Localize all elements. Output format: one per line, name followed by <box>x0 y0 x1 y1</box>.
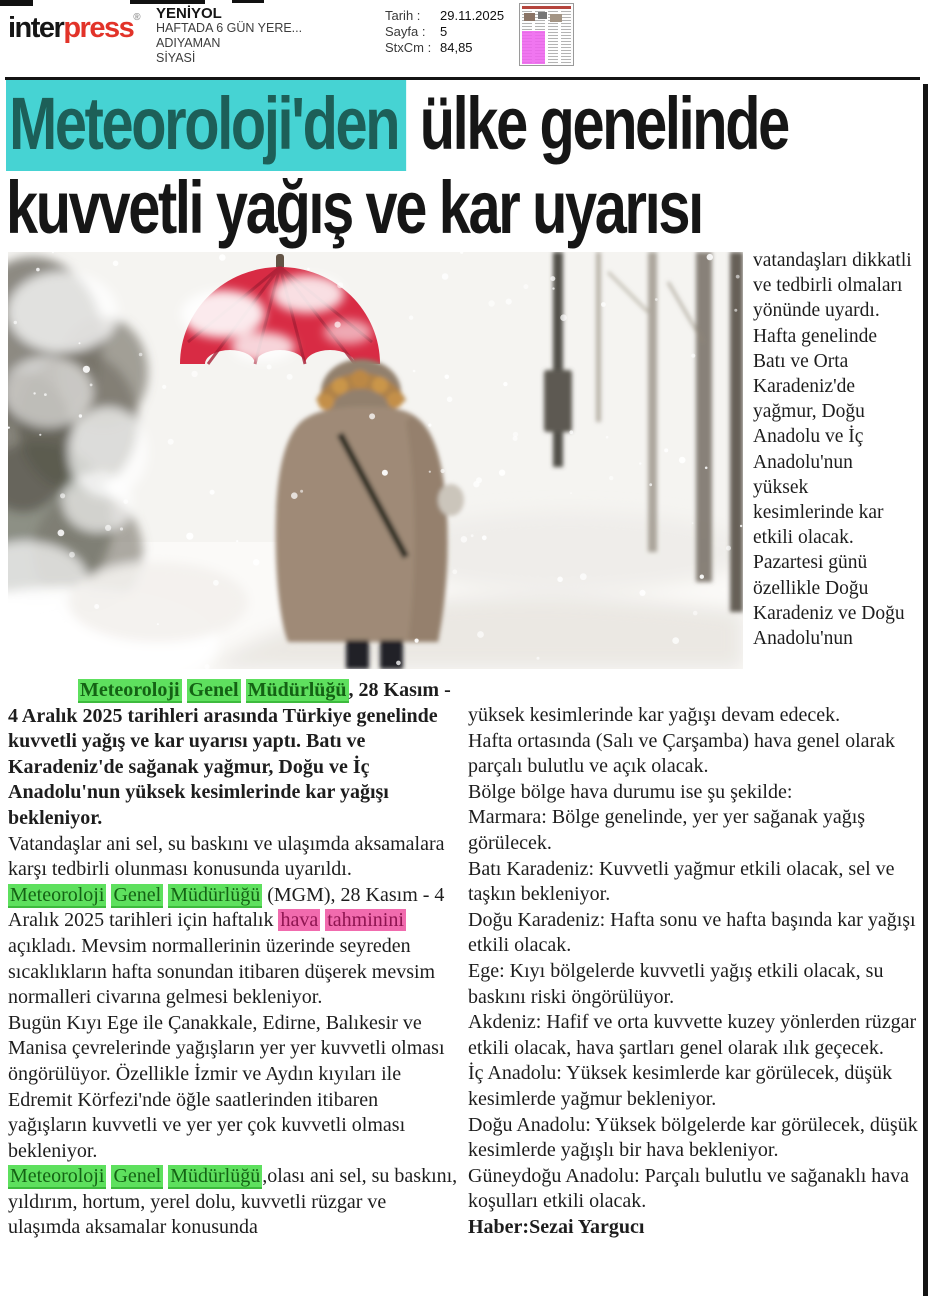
thumbnail-photo <box>524 13 535 21</box>
meta-label: Sayfa : <box>385 24 426 39</box>
meta-value: 84,85 <box>440 40 473 55</box>
interpress-logo <box>8 12 141 45</box>
paragraph: Batı Karadeniz: Kuvvetli yağmur etkili olacak, sel ve taşkın bekleniyor. <box>468 857 895 906</box>
logo-part-red: press <box>63 12 134 44</box>
paragraph: Ege: Kıyı bölgelerde kuvvetli yağış etkili olacak, su baskını riski öngörülüyor. <box>468 959 884 1008</box>
paragraph: Hafta ortasında (Salı ve Çarşamba) hava genel olarak parçalı bulutlu ve açık olacak. <box>468 729 896 778</box>
thumbnail-highlight-region <box>522 31 545 64</box>
logo-part-black: inter <box>8 12 64 44</box>
paragraph: Meteoroloji Genel Müdürlüğü (MGM), 28 Kasım - 4 Aralık 2025 tarihleri için haftalık hava tahminini açıkladı. Mevsim normallerinin üzerinde seyreden sıcaklıkların hafta sonundan itibaren düşerek mevsim normalleri civarına gelmesi bekleniyor. <box>8 883 445 1009</box>
snow-photo <box>8 252 743 669</box>
headline-line2: kuvvetli yağış ve kar uyarısı <box>6 166 702 249</box>
scan-artifact <box>130 0 205 4</box>
meta-row-page <box>385 24 504 40</box>
meta-row-date <box>385 8 504 24</box>
meta-label: StxCm : <box>385 40 432 55</box>
publication-frequency: HAFTADA 6 GÜN YERE... <box>156 21 303 35</box>
paragraph: İç Anadolu: Yüksek kesimlerde kar görülecek, düşük kesimlerde yağmur bekleniyor. <box>468 1062 893 1110</box>
scan-artifact <box>0 0 33 6</box>
byline: Haber:Sezai Yargucı <box>468 1215 645 1238</box>
registered-trademark: ® <box>133 12 141 23</box>
meta-value: 29.11.2025 <box>440 8 505 23</box>
right-column <box>468 703 920 1240</box>
publication-info <box>156 6 302 66</box>
paragraph: yüksek kesimlerinde kar yağışı devam edecek. <box>468 704 841 726</box>
paragraph: Doğu Anadolu: Yüksek bölgelerde kar görülecek, düşük kesimlerde yağışlı bir hava bekleniyor. <box>468 1113 918 1162</box>
publication-city: ADIYAMAN <box>156 36 221 50</box>
paragraph: Vatandaşlar ani sel, su baskını ve ulaşımda aksamalara karşı tedbirli olunması konusunda uyarıldı. <box>8 832 445 881</box>
publication-category: SİYASİ <box>156 51 196 65</box>
paragraph: Bölge bölge hava durumu ise şu şekilde: <box>468 780 793 803</box>
paragraph: Meteoroloji Genel Müdürlüğü ,olası ani sel, su baskını, yıldırım, hortum, yerel dolu, kuvvetli rüzgar ve ulaşımda aksamalar konusunda <box>8 1165 458 1239</box>
paragraph: Akdeniz: Hafif ve orta kuvvette kuzey yönlerden rüzgar etkili olacak, hava şartları genel olarak ılık geçecek. <box>468 1011 917 1059</box>
lead-paragraph: Meteoroloji Genel Müdürlüğü , 28 Kasım - 4 Aralık 2025 tarihleri arasında Türkiye genelinde kuvvetli yağış ve kar uyarısı yaptı. Batı ve Karadeniz'de sağanak yağmur, Doğu ve İç Anadolu'nun yüksek kesimlerinde kar yağışı bekleniyor. <box>8 679 451 829</box>
meta-label: Tarih : <box>385 8 421 23</box>
headline-line1: Meteoroloji'den ülke genelinde <box>6 82 939 166</box>
paragraph: Güneydoğu Anadolu: Parçalı bulutlu ve sağanaklı hava koşulları etkili olacak. <box>468 1164 910 1213</box>
left-column <box>8 678 460 1241</box>
meta-row-stxcm <box>385 40 504 56</box>
article-photo <box>8 252 743 669</box>
meta-value: 5 <box>440 24 448 39</box>
scan-artifact <box>232 0 264 3</box>
side-column <box>753 248 913 651</box>
thumbnail-photo <box>538 12 547 19</box>
page-thumbnail <box>519 3 574 66</box>
paragraph: vatandaşları dikkatli ve tedbirli olmaları yönünde uyardı. Hafta genelinde Batı ve Orta Karadeniz'de yağmur, Doğu Anadolu ve İç Anadolu'nun yüksek kesimlerinde kar etkili olacak. Pazartesi günü özellikle Doğu Karadeniz ve Doğu Anadolu'nun <box>753 250 912 650</box>
paragraph: Bugün Kıyı Ege ile Çanakkale, Edirne, Balıkesir ve Manisa çevrelerinde yağışların yer yer kuvvetli olması öngörülüyor. Özellikle İzmir ve Aydın kıyıları ile Edremit Körfezi'nde öğle saatlerinden itibaren yağışların kuvvetli ve yer yer çok kuvvetli olması bekleniyor. <box>8 1011 445 1162</box>
headline <box>6 82 939 250</box>
clip-meta <box>385 8 504 56</box>
publication-name: YENİYOL <box>156 5 222 22</box>
paragraph: Marmara: Bölge genelinde, yer yer sağanak yağış görülecek. <box>468 806 866 854</box>
vertical-rule <box>923 84 928 1296</box>
paragraph: Doğu Karadeniz: Hafta sonu ve hafta başında kar yağışı etkili olacak. <box>468 908 916 957</box>
thumbnail-header-band <box>522 6 571 9</box>
thumbnail-photo <box>550 14 562 22</box>
